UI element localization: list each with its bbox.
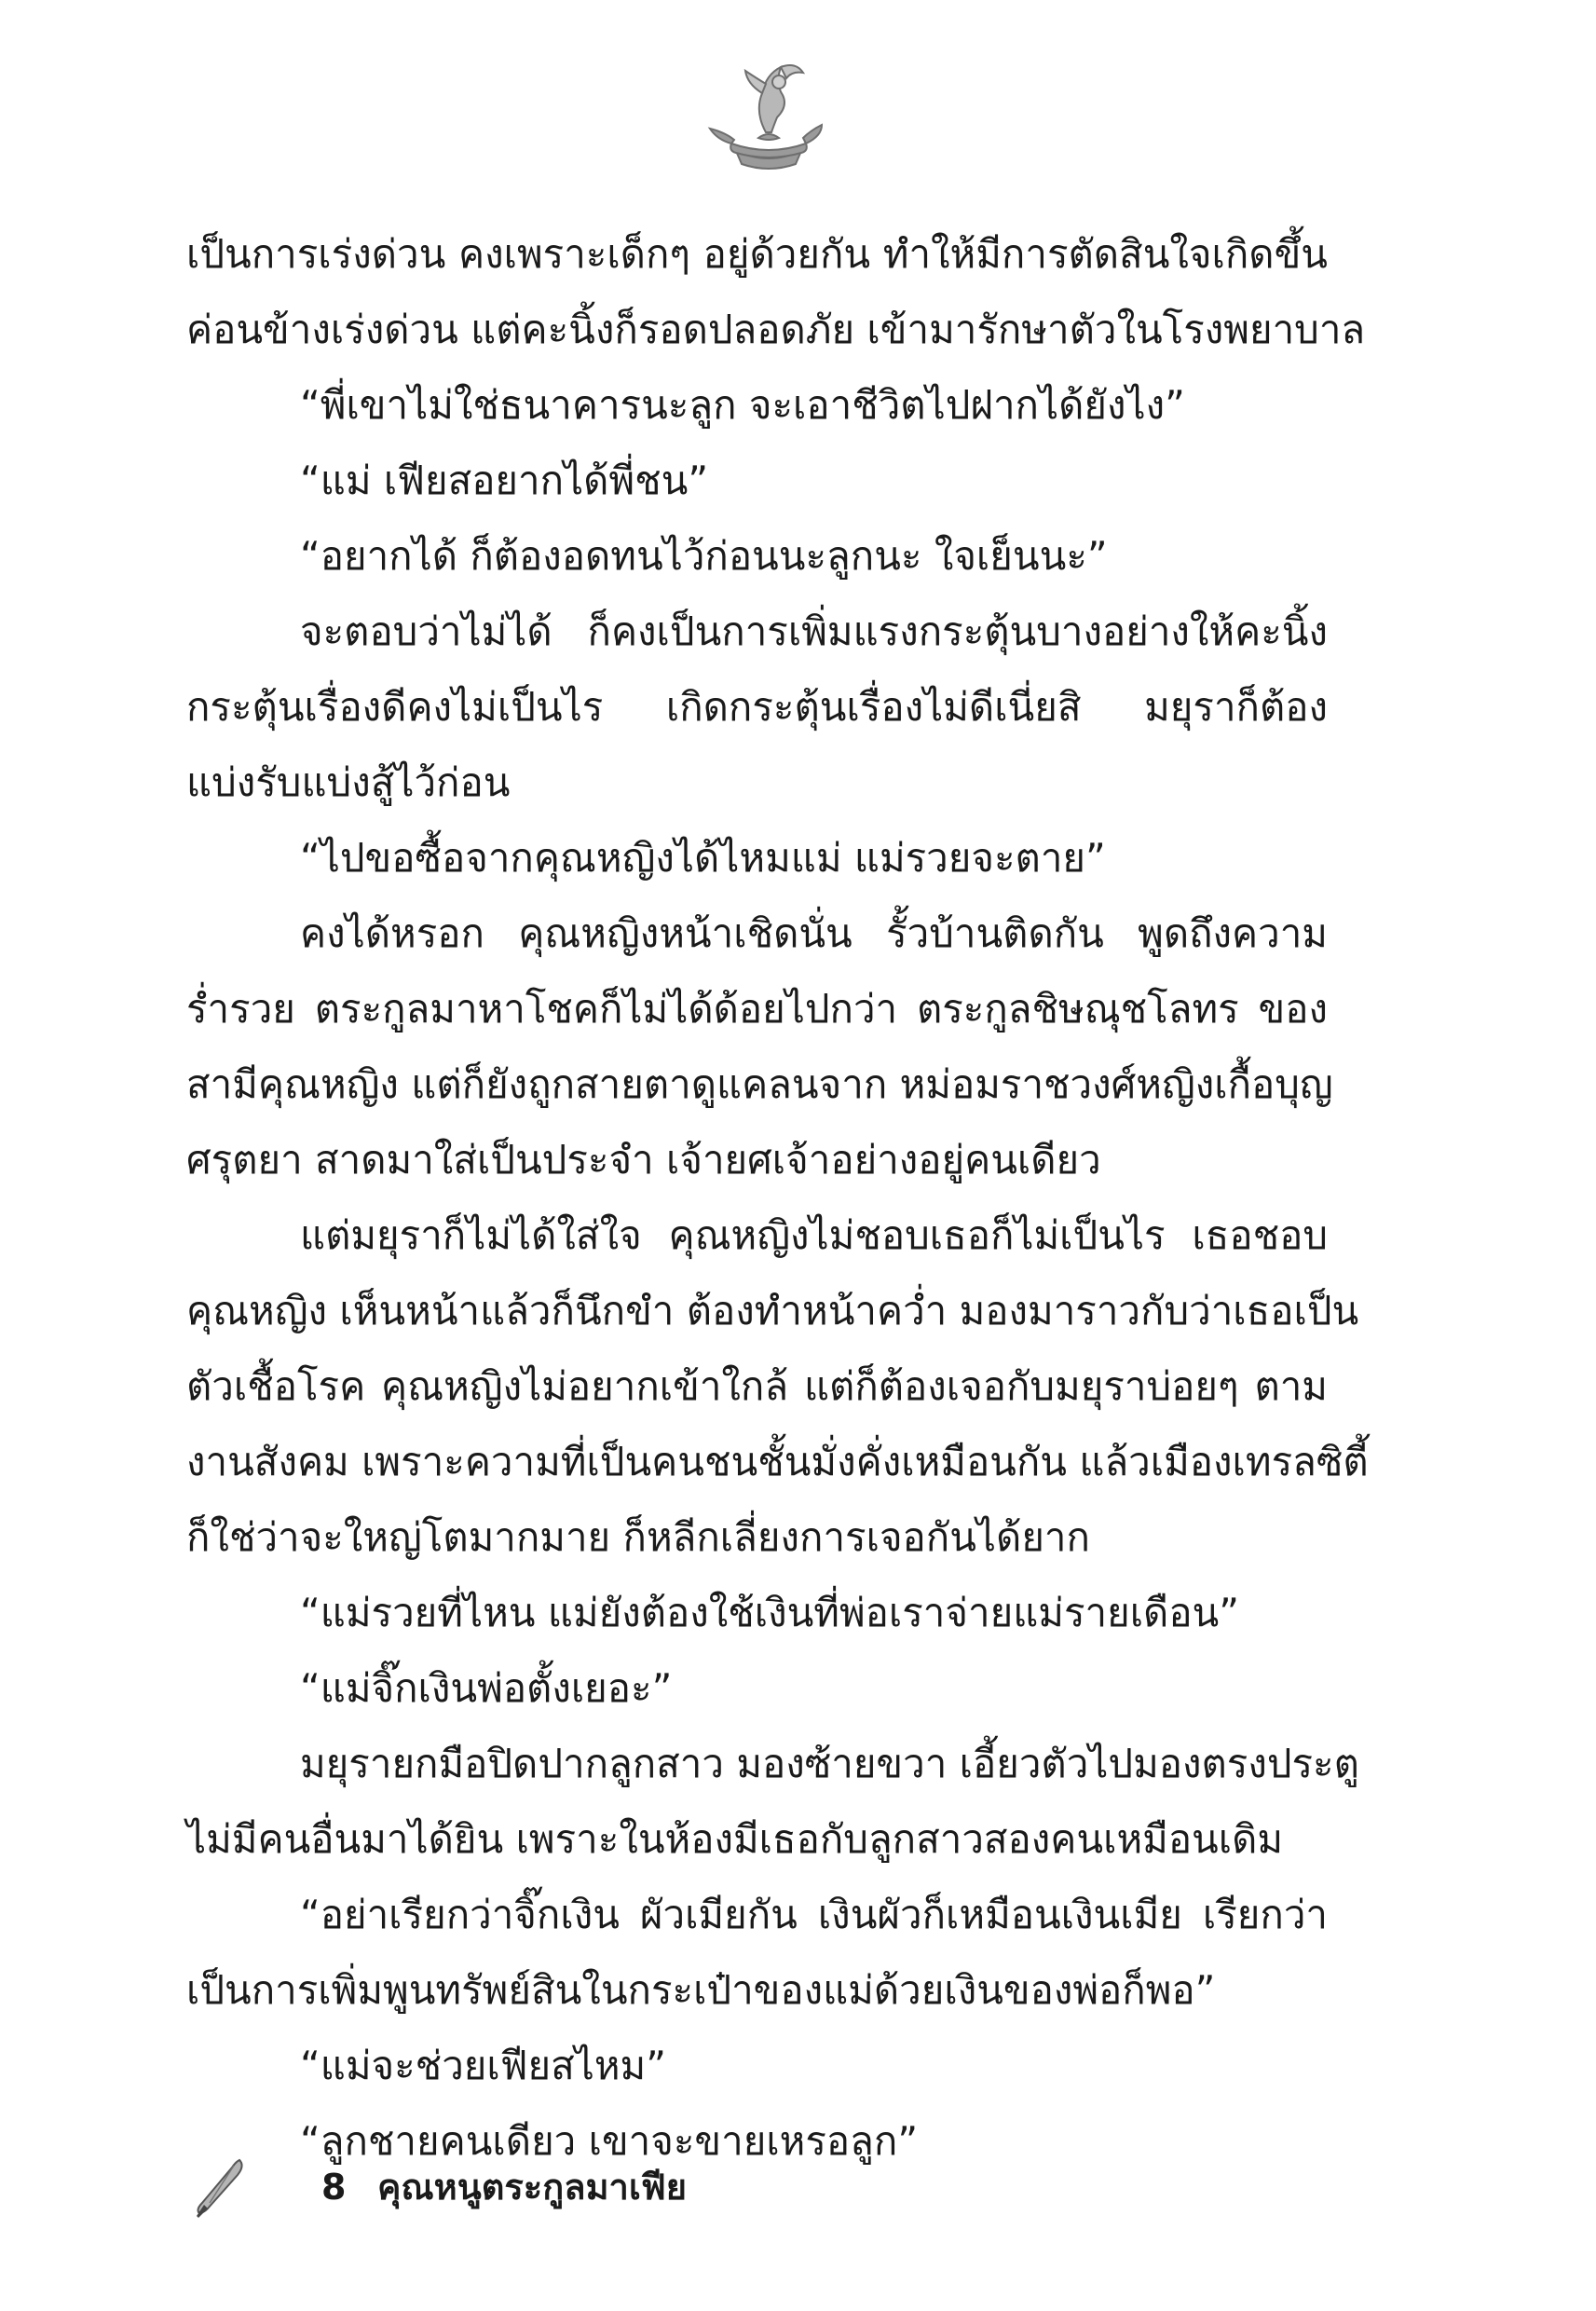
text-line: ไม่มีคนอื่นมาได้ยิน เพราะในห้องมีเธอกับลูกสาวสองคนเหมือนเดิม bbox=[186, 1816, 1284, 1862]
page-footer bbox=[191, 2154, 1030, 2229]
body-text bbox=[186, 216, 1369, 2179]
page-number: 8 bbox=[321, 2167, 347, 2208]
text-line: คงได้หรอก คุณหญิงหน้าเชิดนั่น รั้วบ้านติดกัน พูดถึงความ bbox=[300, 910, 1328, 956]
text-line: ศรุตยา สาดมาใส่เป็นประจำ เจ้ายศเจ้าอย่างอยู่คนเดียว bbox=[186, 1137, 1101, 1183]
text-line: สามีคุณหญิง แต่ก็ยังถูกสายตาดูแคลนจาก หม่อมราชวงศ์หญิงเกื้อบุญ bbox=[186, 1061, 1333, 1107]
text-line: คุณหญิง เห็นหน้าแล้วก็นึกขำ ต้องทำหน้าคว่ำ มองมาราวกับว่าเธอเป็น bbox=[186, 1288, 1359, 1333]
text-line: “แม่รวยที่ไหน แม่ยังต้องใช้เงินที่พ่อเราจ่ายแม่รายเดือน” bbox=[300, 1590, 1240, 1635]
text-line: “ลูกชายคนเดียว เขาจะขายเหรอลูก” bbox=[300, 2118, 919, 2164]
quill-pen-icon bbox=[191, 2156, 247, 2222]
text-line: กระตุ้นเรื่องดีคงไม่เป็นไร เกิดกระตุ้นเรื่องไม่ดีเนี่ยสิ มยุราก็ต้อง bbox=[186, 684, 1328, 730]
text-line: ก็ใช่ว่าจะใหญ่โตมากมาย ก็หลีกเลี่ยงการเจอกันได้ยาก bbox=[186, 1514, 1090, 1560]
text-line: แต่มยุราก็ไม่ได้ใส่ใจ คุณหญิงไม่ชอบเธอก็ไม่เป็นไร เธอชอบ bbox=[300, 1212, 1328, 1258]
text-line: ตัวเชื้อโรค คุณหญิงไม่อยากเข้าใกล้ แต่ก็ต้องเจอกับมยุราบ่อยๆ ตาม bbox=[186, 1363, 1328, 1409]
text-line: “อยากได้ ก็ต้องอดทนไว้ก่อนนะลูกนะ ใจเย็นนะ” bbox=[300, 533, 1108, 579]
text-line: ร่ำรวย ตระกูลมาหาโชคก็ไม่ได้ด้อยไปกว่า ตระกูลชิษณุชโลทร ของ bbox=[186, 986, 1328, 1032]
text-line: ค่อนข้างเร่งด่วน แต่คะนิ้งก็รอดปลอดภัย เข้ามารักษาตัวในโรงพยาบาล bbox=[186, 307, 1366, 352]
text-line: “แม่ เฟียสอยากได้พี่ชน” bbox=[300, 458, 709, 503]
running-title: คุณหนูตระกูลมาเฟีย bbox=[377, 2167, 688, 2208]
text-line: “อย่าเรียกว่าจิ๊กเงิน ผัวเมียกัน เงินผัวก็เหมือนเงินเมีย เรียกว่า bbox=[300, 1892, 1328, 1937]
text-line: งานสังคม เพราะความที่เป็นคนชนชั้นมั่งคั่งเหมือนกัน แล้วเมืองเทรลซิตี้ bbox=[186, 1439, 1369, 1484]
text-line: เป็นการเร่งด่วน คงเพราะเด็กๆ อยู่ด้วยกัน ทำให้มีการตัดสินใจเกิดขึ้น bbox=[186, 231, 1328, 277]
text-line: เป็นการเพิ่มพูนทรัพย์สินในกระเป๋าของแม่ด้วยเงินของพ่อก็พอ” bbox=[186, 1967, 1216, 2013]
genie-lamp-icon bbox=[699, 47, 839, 186]
text-line: “แม่จิ๊กเงินพ่อตั้งเยอะ” bbox=[300, 1665, 673, 1711]
text-line: จะตอบว่าไม่ได้ ก็คงเป็นการเพิ่มแรงกระตุ้นบางอย่างให้คะนิ้ง bbox=[300, 609, 1328, 654]
text-line: มยุรายกมือปิดปากลูกสาว มองซ้ายขวา เอี้ยวตัวไปมองตรงประตู bbox=[300, 1741, 1359, 1786]
text-line: แบ่งรับแบ่งสู้ไว้ก่อน bbox=[186, 759, 511, 805]
text-line: “พี่เขาไม่ใช่ธนาคารนะลูก จะเอาชีวิตไปฝากได้ยังไง” bbox=[300, 382, 1185, 428]
text-line: “แม่จะช่วยเฟียสไหม” bbox=[300, 2043, 666, 2088]
text-line: “ไปขอซื้อจากคุณหญิงได้ไหมแม่ แม่รวยจะตาย” bbox=[300, 835, 1106, 881]
